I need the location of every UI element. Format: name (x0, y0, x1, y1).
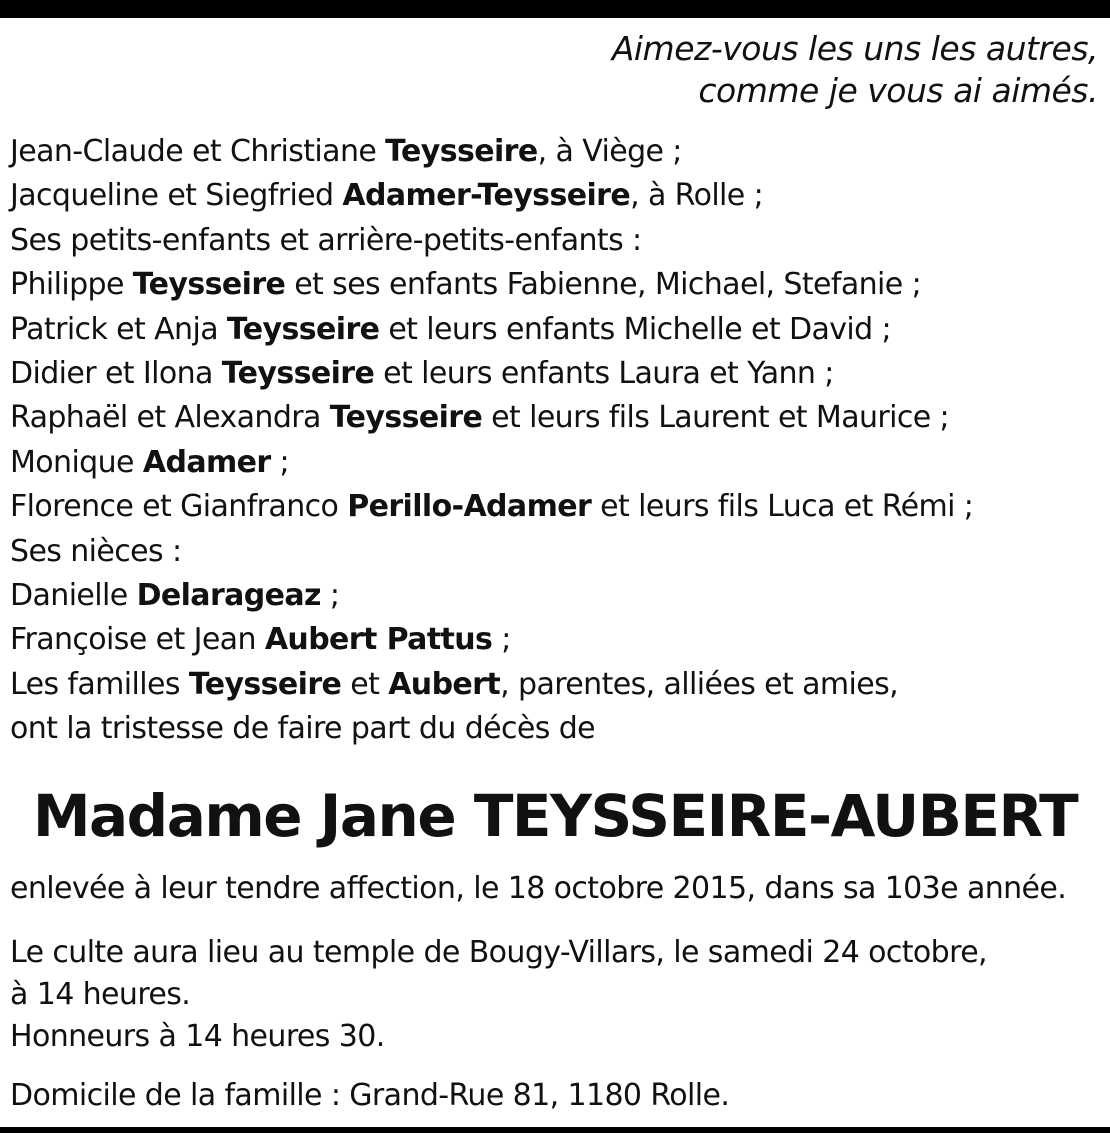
family-text: Patrick et Anja (10, 311, 227, 347)
family-text: ; (270, 444, 290, 480)
family-text: et leurs enfants Laura et Yann ; (374, 356, 834, 392)
family-text: Philippe (10, 267, 133, 303)
family-surname: Teysseire (132, 267, 286, 303)
family-text: et (341, 666, 389, 702)
family-line (10, 396, 973, 440)
family-line (10, 574, 973, 618)
family-text: Jacqueline et Siegfried (10, 178, 343, 214)
family-text: Didier et Ilona (10, 356, 222, 392)
family-surname: Adamer (142, 444, 271, 480)
family-surname: Delarageaz (136, 578, 321, 614)
domicile-text: Domicile de la famille : Grand-Rue 81, 1180 Rolle. (10, 1078, 730, 1113)
family-surname: Adamer-Teysseire (342, 178, 631, 214)
family-line (10, 308, 973, 352)
family-surname: Aubert Pattus (264, 622, 493, 658)
family-text: Monique (10, 444, 143, 480)
family-text: et ses enfants Fabienne, Michael, Stefanie ; (285, 267, 922, 303)
family-surname: Teysseire (188, 666, 342, 702)
family-text: ont la tristesse de faire part du décès de (10, 711, 596, 747)
service-line-1: Le culte aura lieu au temple de Bougy-Villars, le samedi 24 octobre, (10, 935, 987, 970)
family-text: , à Viège ; (537, 134, 682, 169)
bottom-border-rule (0, 1127, 1110, 1133)
service-line-2: à 14 heures. (10, 977, 191, 1012)
family-line (10, 441, 973, 485)
family-text: Les familles (10, 666, 189, 702)
family-line (10, 352, 973, 396)
family-line (10, 219, 973, 263)
family-surname: Aubert (388, 666, 501, 702)
family-surname: Teysseire (329, 400, 483, 436)
family-text: Jean-Claude et Christiane (10, 134, 386, 169)
family-text: Florence et Gianfranco (10, 489, 348, 525)
family-surname: Perillo-Adamer (347, 489, 592, 525)
family-text: , parentes, alliées et amies, (500, 666, 899, 702)
family-text: et leurs fils Luca et Rémi ; (591, 489, 974, 525)
family-list (10, 130, 973, 752)
epigraph-line-2: comme je vous ai aimés. (698, 71, 1098, 110)
family-line (10, 130, 973, 174)
family-line (10, 174, 973, 218)
family-text: Ses nièces : (10, 533, 182, 569)
family-text: Danielle (10, 578, 137, 614)
family-surname: Teysseire (221, 356, 375, 392)
family-line (10, 485, 973, 529)
family-line (10, 618, 973, 662)
service-paragraph (10, 932, 987, 1058)
family-text: et leurs fils Laurent et Maurice ; (482, 400, 950, 436)
deceased-name-heading: Madame Jane TEYSSEIRE-AUBERT (32, 782, 1078, 850)
family-line (10, 263, 973, 307)
family-text: et leurs enfants Michelle et David ; (379, 311, 892, 347)
family-text: Ses petits-enfants et arrière-petits-enfants : (10, 222, 642, 258)
domicile-paragraph (10, 1075, 729, 1117)
family-text: ; (492, 622, 511, 658)
family-line (10, 707, 973, 751)
epigraph-quote (612, 28, 1098, 112)
family-surname: Teysseire (226, 311, 380, 347)
epigraph-line-1: Aimez-vous les uns les autres, (611, 29, 1098, 68)
family-text: , à Rolle ; (630, 178, 764, 214)
announcement-text: enlevée à leur tendre affection, le 18 octobre 2015, dans sa 103e année. (10, 871, 1067, 906)
family-text: Françoise et Jean (10, 622, 265, 658)
announcement-paragraph (10, 868, 1066, 910)
family-line (10, 663, 973, 707)
family-surname: Teysseire (385, 134, 538, 169)
family-text: ; (320, 578, 340, 614)
family-text: Raphaël et Alexandra (10, 400, 330, 436)
service-line-3: Honneurs à 14 heures 30. (10, 1019, 385, 1054)
family-line (10, 530, 973, 574)
top-border-rule (0, 0, 1110, 18)
